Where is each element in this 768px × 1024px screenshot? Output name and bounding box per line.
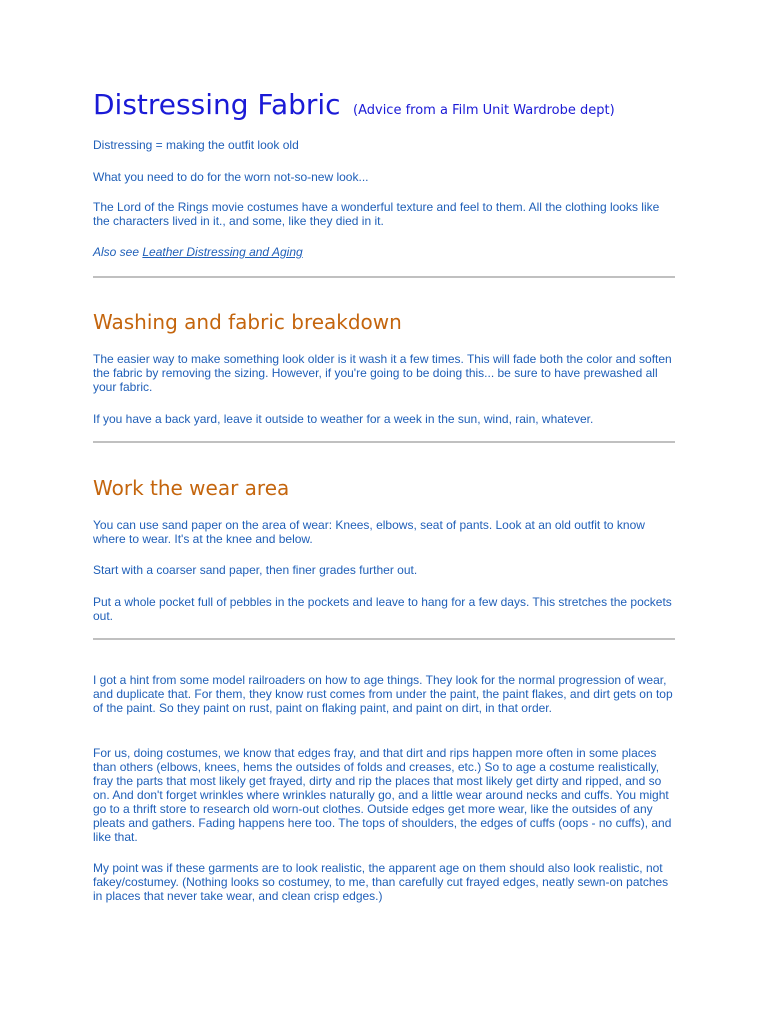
section-heading-washing: Washing and fabric breakdown: [93, 310, 402, 334]
wear-paragraph-3: Put a whole pocket full of pebbles in the pockets and leave to hang for a few days. This stretches the pockets out.: [93, 595, 672, 623]
hints-paragraph-1: I got a hint from some model railroaders on how to age things. They look for the normal progression of wear, and duplicate that. For them, they know rust comes from under the paint, the paint flakes, and dirt gets on top of the paint. So they paint on rust, paint on flaking paint, and paint on dirt, in that order.: [93, 673, 673, 715]
divider: [93, 441, 675, 443]
hints-paragraph-3: My point was if these garments are to look realistic, the apparent age on them should also look realistic, not fakey/costumey. (Nothing looks so costumey, to me, than carefully cut frayed edges, neatly sewn-on patches in places that never take wear, and clean crisp edges.): [93, 861, 669, 903]
need-text: What you need to do for the worn not-so-new look...: [93, 170, 369, 184]
section-heading-wear: Work the wear area: [93, 476, 290, 500]
hints-paragraph-2: For us, doing costumes, we know that edges fray, and that dirt and rips happen more often in some places than others (elbows, knees, hems the outsides of folds and creases, etc.) So to age a costume realistically, fray the parts that most likely get frayed, dirty and rip the places that most likely get dirty and ripped, and so on. And don't forget wrinkles where wrinkles naturally go, and a little wear around necks and cuffs. You might go to a thrift store to research old worn-out clothes. Outside edges get more wear, like the outsides of any pleats and gathers. Fading happens here too. The tops of shoulders, the edges of cuffs (oops - no cuffs), and like that.: [93, 746, 672, 844]
wear-paragraph-1: You can use sand paper on the area of wear: Knees, elbows, seat of pants. Look at an old outfit to know where to wear. It's at the knee and below.: [93, 518, 645, 546]
lotr-text: The Lord of the Rings movie costumes have a wonderful texture and feel to them. All the clothing looks like the characters lived in it., and some, like they died in it.: [93, 200, 660, 228]
also-see-line: [93, 245, 675, 259]
also-see-prefix: Also see: [93, 245, 143, 259]
wear-paragraph-2: Start with a coarser sand paper, then finer grades further out.: [93, 563, 418, 577]
definition-text: Distressing = making the outfit look old: [93, 138, 299, 152]
title-row: [93, 88, 615, 121]
washing-paragraph-1: The easier way to make something look older is it wash it a few times. This will fade both the color and soften the fabric by removing the sizing. However, if you're going to be doing this... be sure to have prewashed all your fabric.: [93, 352, 672, 394]
page-subtitle: (Advice from a Film Unit Wardrobe dept): [353, 103, 615, 118]
page-title: Distressing Fabric: [93, 88, 341, 121]
leather-distressing-link[interactable]: Leather Distressing and Aging: [142, 245, 303, 259]
divider: [93, 276, 675, 278]
divider: [93, 638, 675, 640]
washing-paragraph-2: If you have a back yard, leave it outside to weather for a week in the sun, wind, rain, whatever.: [93, 412, 594, 426]
